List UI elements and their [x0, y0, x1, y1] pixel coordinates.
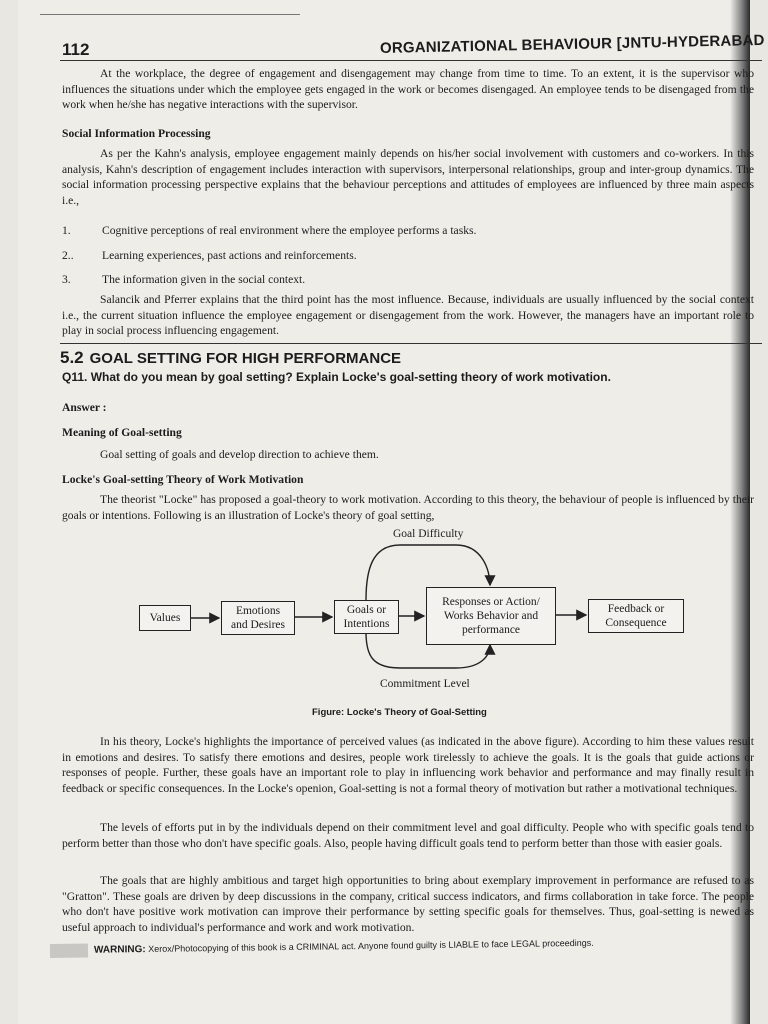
meaning-text: Goal setting of goals and develop direction to achieve them.	[100, 448, 379, 461]
body-paragraph: The goals that are highly ambitious and target high opportunities to bring about exemplary improvement in performance are refused to as "Gratton". These goals are driven by deep discussions in the company, critical success indicators, and firms collaboration in take force. The people who don't have positive work motivation can improve their performance by setting specific goals for themselves. Thus, goal-setting is newed as useful approach to individual's performance and work and work motivation.	[62, 874, 754, 934]
list-number: 3.	[62, 273, 71, 286]
locke-heading: Locke's Goal-setting Theory of Work Motivation	[62, 473, 304, 486]
feedback-box	[588, 599, 684, 633]
social-info-closing: Salancik and Pferrer explains that the third point has the most influence. Because, individuals are usually influenced by the social context i.e., the current situation influence the employee engagement or disengagement from the work. However, the managers have an important role to play in social process influencing engagement.	[62, 293, 754, 337]
list-text: Learning experiences, past actions and reinforcements.	[102, 249, 357, 262]
body-paragraph: In his theory, Locke's highlights the importance of perceived values (as indicated in the above figure). According to him these values result in emotions and desires. To satisfy there emotions and desires, people work tirelessly to achieve the goals. It is the goals that guide actions or responses of people. Further, these goals have an important role to play in influencing work behavior and performance and may finally result in feedback or specific consequences. In the Locke's openion, Goal-setting is not a formal theory of motivation but rather a motivational techniques.	[62, 735, 754, 795]
commitment-level-label: Commitment Level	[380, 678, 470, 690]
warning-text: Xerox/Photocopying of this book is a CRIMINAL act. Anyone found guilty is LIABLE to face LEGAL proceedings.	[148, 937, 594, 955]
responses-line-2: Works Behavior and	[443, 610, 539, 622]
page-number: 112	[62, 40, 90, 59]
warning-label: WARNING:	[93, 944, 146, 956]
goals-line-1: Goals or	[346, 604, 387, 616]
locke-text: The theorist "Locke" has proposed a goal-theory to work motivation. According to this theory, the behaviour of people is influenced by their goals or intentions. Following is an illustration of Locke's theory of goal setting,	[62, 493, 754, 522]
social-info-heading: Social Information Processing	[62, 127, 211, 140]
intro-paragraph: At the workplace, the degree of engagement and disengagement may change from time to time. To an extent, it is the supervisor who influences the situations under which the employee gets engaged in the work or becomes disengaged. An employee tends to be disengaged from the work when he/she has negative interactions with the supervisor.	[62, 67, 754, 111]
goals-line-2: Intentions	[343, 618, 390, 630]
emotions-line-2: and Desires	[231, 619, 285, 631]
goals-box	[334, 600, 399, 634]
feedback-line-2: Consequence	[605, 617, 667, 629]
emotions-line-1: Emotions	[235, 605, 281, 617]
social-info-paragraph: As per the Kahn's analysis, employee engagement mainly depends on his/her social involvement with customers and co-workers. In this analysis, Kahn's description of engagement includes interaction with supervisors, interpersonal relationships, group and inter-group dynamics. The social information processing perspective explains that the behaviour perceptions and attitudes of employees are influenced by three main aspects i.e.,	[62, 147, 754, 207]
feedback-line-1: Feedback or	[607, 603, 665, 615]
meaning-heading: Meaning of Goal-setting	[62, 426, 182, 439]
emotions-box	[221, 601, 295, 635]
list-text: Cognitive perceptions of real environment where the employee performs a tasks.	[102, 224, 477, 237]
goal-difficulty-label: Goal Difficulty	[393, 528, 464, 540]
warning-icon	[50, 943, 88, 958]
list-number: 2..	[62, 249, 74, 262]
list-number: 1.	[62, 224, 71, 237]
body-paragraph: The levels of efforts put in by the individuals depend on their commitment level and goal difficulty. People who with specific goals tend to perform better than those who don't have specific goals. Also, people having difficult goals tend to perform better than those with easier goals.	[62, 821, 754, 850]
values-box	[139, 605, 191, 631]
answer-label: Answer :	[62, 401, 107, 414]
section-title: GOAL SETTING FOR HIGH PERFORMANCE	[89, 350, 402, 367]
responses-line-3: performance	[461, 624, 521, 636]
section-number: 5.2	[60, 348, 84, 367]
question: Q11. What do you mean by goal setting? Explain Locke's goal-setting theory of work motivation.	[62, 370, 611, 384]
responses-line-1: Responses or Action/	[442, 596, 540, 608]
responses-box	[426, 587, 556, 645]
figure-caption: Figure: Locke's Theory of Goal-Setting	[312, 707, 487, 718]
book-title: ORGANIZATIONAL BEHAVIOUR [JNTU-HYDERABAD	[379, 31, 765, 57]
list-text: The information given in the social context.	[102, 273, 306, 286]
values-label: Values	[149, 612, 181, 624]
